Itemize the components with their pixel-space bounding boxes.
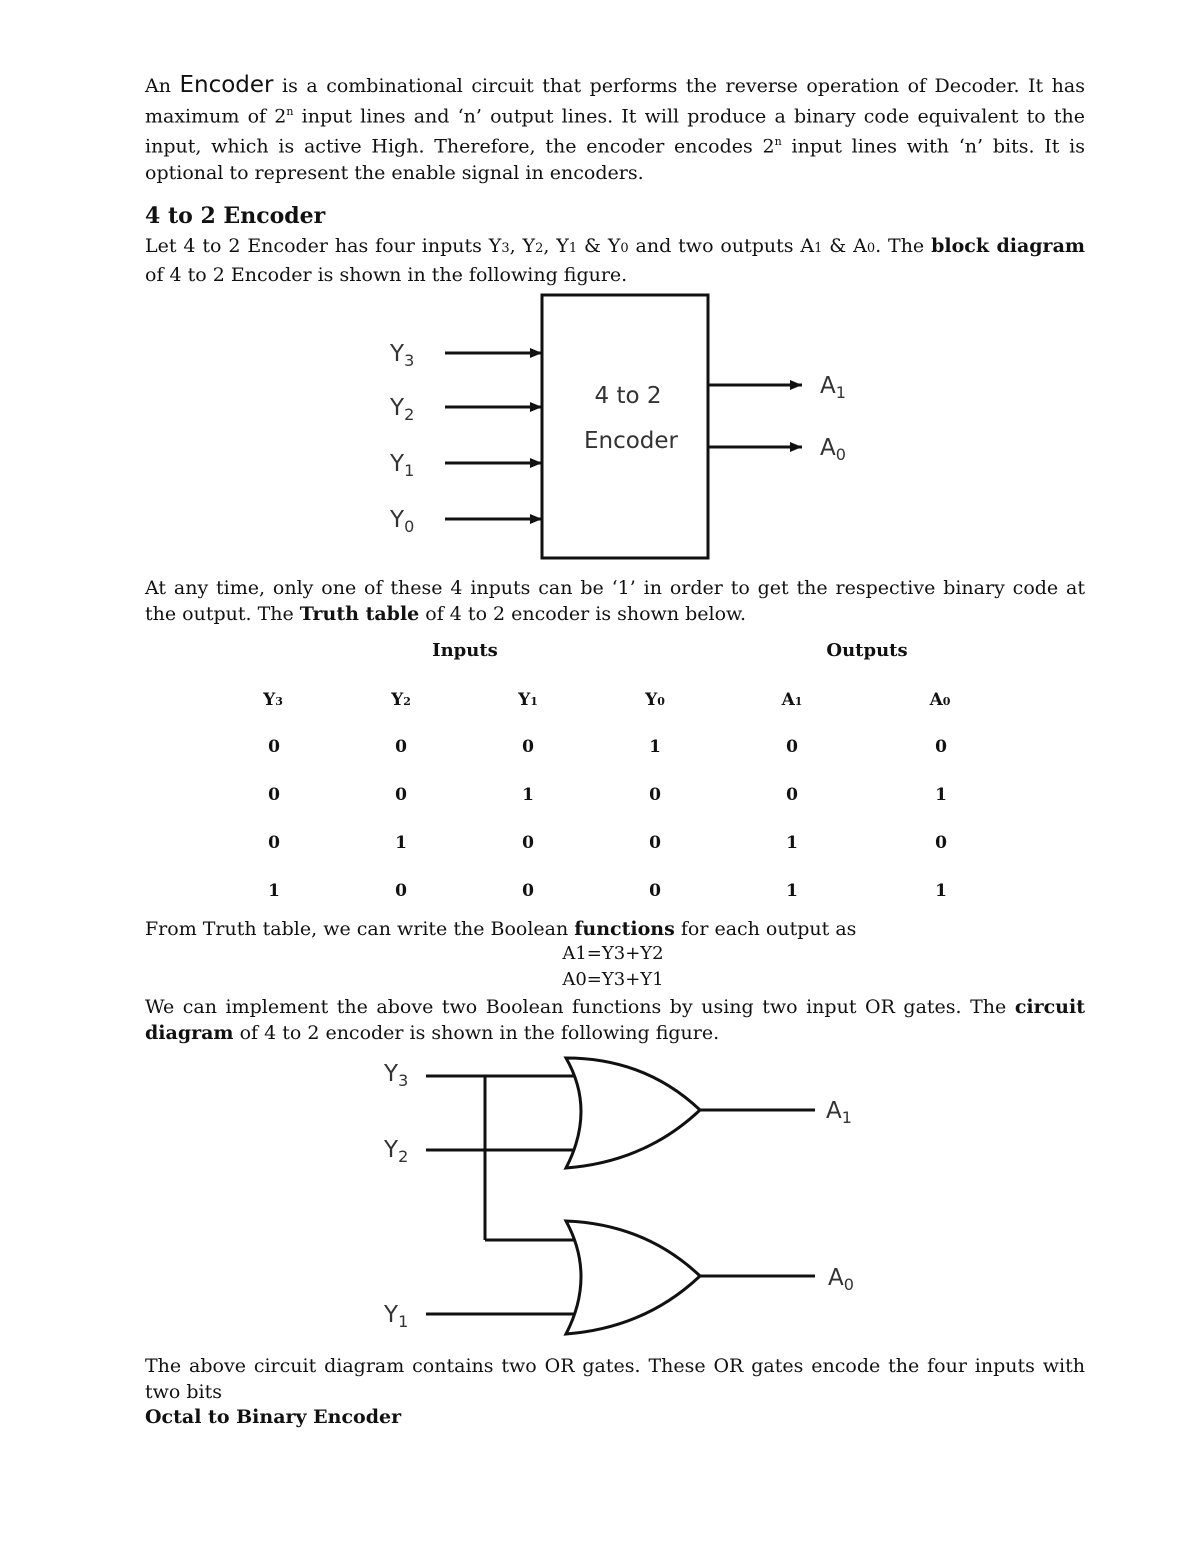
cell: 0 [935, 737, 947, 757]
block-diagram [370, 285, 870, 575]
equation-a0: A0=Y3+Y1 [562, 969, 664, 990]
header-y0: Y0 [645, 690, 665, 710]
circuit-label-a1: $A_1$ [826, 1098, 852, 1127]
header-y2: Y2 [391, 690, 411, 710]
encoder-block [542, 295, 708, 558]
cell: 0 [786, 737, 798, 757]
equation-a1: A1=Y3+Y2 [562, 943, 664, 964]
next-heading: Octal to Binary Encoder [145, 1406, 402, 1428]
truth-para-text: At any time, only one of these 4 inputs can be ‘1’ in order to get the respective binary code at the output. The [145, 577, 1085, 625]
comma: , Y [509, 235, 536, 257]
header-y3: Y3 [263, 690, 283, 710]
cell: 0 [395, 881, 407, 901]
circuit-diagram-bold: circuit diagram [145, 996, 1085, 1044]
circuit-label-a0: $A_0$ [828, 1265, 854, 1294]
intro-text-2: input lines and ‘n’ output lines. It will produce a binary code equivalent to the input, which is active High. Therefore, the encoder encodes 2 [145, 105, 1085, 158]
block-para-text-2: and two outputs A [628, 235, 815, 257]
cell: 0 [522, 737, 534, 757]
cell: 0 [786, 785, 798, 805]
sub-3: 3 [501, 241, 510, 256]
cell: 0 [935, 833, 947, 853]
boolean-paragraph [145, 916, 1085, 942]
intro-an: An [145, 75, 171, 97]
circuit-paragraph [145, 994, 1085, 1046]
comma: , Y [543, 235, 569, 257]
encoder-block-label-2: Encoder [583, 428, 679, 454]
intro-text: is a combinational circuit that performs the reverse operation of Decoder. It has maximum of 2 [145, 75, 1086, 128]
cell: 1 [268, 881, 280, 901]
cell: 0 [649, 881, 661, 901]
cell: 0 [649, 785, 661, 805]
header-a1: A1 [781, 690, 803, 710]
header-a0: A0 [929, 690, 951, 710]
cell: 0 [268, 833, 280, 853]
block-paragraph [145, 233, 1085, 288]
intro-paragraph [145, 72, 1085, 186]
input-label-y3: $Y_3$ [390, 341, 415, 370]
cell: 1 [649, 737, 661, 757]
ampersand: & Y [577, 235, 621, 257]
input-label-y0: $Y_0$ [390, 507, 415, 536]
or-gate-1 [566, 1058, 700, 1168]
cell: 0 [395, 737, 407, 757]
cell: 1 [786, 881, 798, 901]
cell: 0 [522, 881, 534, 901]
block-para-text: Let 4 to 2 Encoder has four inputs Y [145, 235, 502, 257]
sub-1: 1 [568, 241, 578, 256]
section-heading: 4 to 2 Encoder [145, 203, 326, 229]
cell: 1 [935, 881, 947, 901]
closing-paragraph: The above circuit diagram contains two OR gates. These OR gates encode the four inputs with two bits [145, 1355, 1085, 1403]
truth-para-text-2: of 4 to 2 encoder is shown below. [419, 603, 747, 625]
functions-bold: functions [574, 918, 675, 940]
sub-0: 0 [620, 241, 629, 256]
circuit-label-y2: $Y_2$ [384, 1137, 409, 1166]
cell: 1 [395, 833, 407, 853]
cell: 0 [268, 737, 280, 757]
input-label-y2: $Y_2$ [390, 395, 415, 424]
boolean-para-text-2: for each output as [674, 918, 857, 940]
cell: 0 [649, 833, 661, 853]
block-para-text-3: . The [875, 235, 932, 257]
block-diagram-bold: block diagram [931, 235, 1085, 257]
sub-2: 2 [535, 241, 544, 256]
output-label-a0: $A_0$ [820, 435, 846, 464]
cell: 0 [268, 785, 280, 805]
or-gate-2 [566, 1221, 700, 1334]
encoder-block-label-1: 4 to 2 [594, 383, 662, 409]
circuit-label-y3: $Y_3$ [384, 1061, 409, 1090]
cell: 1 [935, 785, 947, 805]
truth-paragraph [145, 575, 1085, 627]
cell: 0 [522, 833, 534, 853]
intro-text-3: input lines with ‘n’ bits. It is optional to represent the enable signal in encoders. [145, 135, 1086, 184]
output-label-a1: $A_1$ [820, 373, 846, 402]
cell: 1 [786, 833, 798, 853]
sub-a0: 0 [866, 241, 876, 256]
intro-superscript-n: n [286, 105, 294, 118]
ampersand: & A [822, 235, 867, 257]
block-para-text-4: of 4 to 2 Encoder is shown in the following figure. [145, 264, 628, 286]
group-header-outputs: Outputs [826, 640, 908, 661]
circuit-label-y1: $Y_1$ [384, 1302, 409, 1331]
circuit-diagram [370, 1050, 870, 1340]
sub-a1: 1 [814, 241, 823, 256]
cell: 0 [395, 785, 407, 805]
circuit-para-text-2: of 4 to 2 encoder is shown in the following figure. [233, 1022, 720, 1044]
cell: 1 [522, 785, 534, 805]
group-header-inputs: Inputs [432, 640, 498, 661]
header-y1: Y1 [518, 690, 538, 710]
circuit-para-text: We can implement the above two Boolean functions by using two input OR gates. The [145, 996, 1015, 1018]
intro-encoder-word: Encoder [179, 72, 274, 98]
intro-superscript-n-2: n [774, 135, 782, 149]
boolean-para-text: From Truth table, we can write the Boolean [145, 918, 575, 940]
input-label-y1: $Y_1$ [390, 451, 415, 480]
truth-table-bold: Truth table [299, 603, 420, 625]
